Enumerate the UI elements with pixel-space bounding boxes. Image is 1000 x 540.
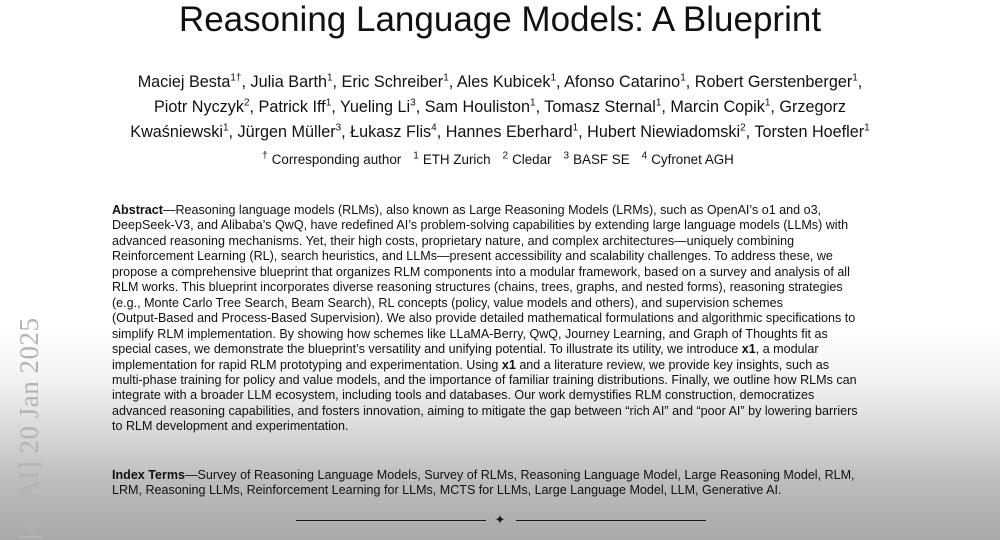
abstract-bold-term: x1 bbox=[741, 342, 756, 357]
author-affil-mark: 3 bbox=[410, 97, 416, 109]
author-name: Jürgen Müller bbox=[237, 123, 336, 141]
abstract bbox=[112, 203, 892, 435]
abstract-text: DeepSeek-V3, and Alibaba’s QwQ, have redefined AI’s problem-solving capabilities by extending large language models (LLMs) with bbox=[112, 218, 849, 233]
author-list bbox=[60, 70, 940, 145]
affiliation-label: Cledar bbox=[512, 152, 552, 167]
abstract-heading: Abstract bbox=[112, 203, 163, 217]
author-separator: , bbox=[228, 123, 238, 141]
author-separator: , bbox=[249, 98, 259, 116]
affiliation-item bbox=[503, 152, 556, 167]
author-separator: , bbox=[745, 123, 755, 141]
index-terms bbox=[112, 468, 892, 499]
abstract-line bbox=[112, 373, 892, 388]
abstract-text: implementation for rapid RLM prototyping and experimentation. Using bbox=[112, 357, 502, 372]
author-affil-mark: 1 bbox=[764, 97, 771, 109]
affiliations bbox=[0, 151, 1000, 169]
author-name: Eric Schreiber bbox=[341, 73, 444, 91]
author-name: Patrick Iff bbox=[258, 98, 326, 116]
affiliation-label: Corresponding author bbox=[271, 152, 402, 167]
abstract-line bbox=[112, 218, 892, 233]
author-name: Afonso Catarino bbox=[564, 73, 681, 91]
divider-rule-right bbox=[516, 520, 706, 521]
abstract-text: , a modular bbox=[755, 342, 819, 357]
affiliation-label: Cyfronet AGH bbox=[651, 152, 734, 167]
author-separator: , bbox=[332, 73, 342, 91]
abstract-text: (Output-Based and Process-Based Supervision). We also provide detailed mathematical formulations and algorithmic specifications to bbox=[112, 311, 856, 326]
author-affil-mark: 1 bbox=[222, 122, 229, 134]
author-name: Łukasz Flis bbox=[350, 123, 432, 141]
abstract-text: special cases, we demonstrate the blueprint’s versatility and unifying potential. To illustrate its utility, we introduce bbox=[112, 342, 742, 357]
abstract-line bbox=[112, 280, 892, 295]
author-line bbox=[60, 95, 940, 120]
author-separator: , bbox=[770, 98, 780, 116]
index-terms-line bbox=[112, 468, 892, 483]
author-separator: , bbox=[241, 73, 251, 91]
abstract-text: advanced reasoning capabilities, and fosters innovation, aiming to mitigate the gap between “rich AI” and “poor AI” by lowering barriers bbox=[112, 403, 858, 418]
author-affil-mark: 2 bbox=[740, 122, 746, 134]
author-affil-mark: 1 bbox=[326, 72, 333, 84]
abstract-text: —Reasoning language models (RLMs), also known as Large Reasoning Models (LRMs), such as OpenAI’s o1 and o3, bbox=[162, 203, 822, 217]
abstract-line bbox=[112, 296, 892, 311]
abstract-text: RLM works. This blueprint incorporates diverse reasoning structures (chains, trees, graphs, and nested forms), reasoning strategies bbox=[112, 280, 843, 295]
author-name: Kwaśniewski bbox=[130, 123, 223, 141]
affiliation-mark: 1 bbox=[413, 150, 419, 162]
affiliation-item bbox=[564, 152, 634, 167]
abstract-text: and a literature review, we provide key insights, such as bbox=[515, 357, 829, 372]
affiliation-mark: 3 bbox=[563, 150, 570, 162]
author-separator: , bbox=[436, 123, 446, 141]
affiliation-item bbox=[262, 152, 405, 167]
abstract-line bbox=[112, 265, 892, 280]
divider-rule-left bbox=[296, 520, 486, 521]
affiliation-item bbox=[642, 152, 738, 167]
author-affil-mark: 1 bbox=[530, 97, 536, 109]
author-separator: , bbox=[857, 73, 863, 91]
affiliation-item bbox=[413, 152, 494, 167]
index-terms-heading: Index Terms bbox=[112, 468, 185, 482]
abstract-line bbox=[112, 311, 892, 326]
index-terms-text: —Survey of Reasoning Language Models, Survey of RLMs, Reasoning Language Model, Large Reasoning Model, RLM, bbox=[184, 468, 855, 482]
author-affil-mark: 1† bbox=[230, 72, 242, 84]
section-divider bbox=[296, 514, 706, 526]
index-terms-text: LRM, Reasoning LLMs, Reinforcement Learning for LLMs, MCTS for LLMs, Large Language Model, LLM, Generative AI. bbox=[112, 483, 782, 498]
abstract-line bbox=[112, 388, 892, 403]
abstract-text: multi-phase training for policy and value models, and the importance of familiar training distributions. Finally, we outline how RLMs can bbox=[112, 372, 857, 387]
author-name: Robert Gerstenberger bbox=[694, 73, 853, 91]
author-name: Ales Kubicek bbox=[456, 73, 551, 91]
author-name: Tomasz Sternal bbox=[544, 98, 656, 116]
author-separator: , bbox=[415, 98, 425, 116]
author-affil-mark: 1 bbox=[864, 122, 870, 134]
arxiv-side-stamp: [cs.AI] 20 Jan 2025 bbox=[14, 317, 44, 540]
author-affil-mark: 1 bbox=[572, 122, 579, 134]
abstract-text: (e.g., Monte Carlo Tree Search, Beam Search), RL concepts (policy, value models and others), and supervision schemes bbox=[112, 295, 783, 310]
abstract-line bbox=[112, 404, 892, 419]
abstract-text: propose a comprehensive blueprint that organizes RLM components into a modular framework, based on a survey and analysis of all bbox=[112, 264, 850, 279]
author-separator: , bbox=[331, 98, 340, 116]
author-affil-mark: 1 bbox=[550, 72, 556, 84]
affiliation-label: ETH Zurich bbox=[422, 152, 491, 167]
affiliation-mark: 4 bbox=[641, 150, 648, 162]
abstract-line bbox=[112, 342, 892, 357]
author-affil-mark: 4 bbox=[431, 122, 437, 134]
author-line bbox=[60, 70, 940, 95]
abstract-line bbox=[112, 249, 892, 264]
author-name: Torsten Hoefler bbox=[754, 123, 865, 141]
abstract-text: integrate with a broader LLM ecosystem, including tools and databases. Our work demystifies RLM construction, democratizes bbox=[112, 388, 815, 403]
author-name: Maciej Besta bbox=[137, 73, 231, 91]
author-affil-mark: 1 bbox=[325, 97, 332, 109]
abstract-text: advanced reasoning mechanisms. Yet, their high costs, proprietary nature, and complex architectures—uniquely combining bbox=[112, 233, 795, 248]
author-name: Hubert Niewiadomski bbox=[587, 123, 741, 141]
divider-ornament-icon: ✦ bbox=[494, 512, 506, 527]
author-separator: , bbox=[556, 73, 565, 91]
author-affil-mark: 1 bbox=[443, 72, 449, 84]
author-separator: , bbox=[661, 98, 671, 116]
author-name: Grzegorz bbox=[779, 98, 846, 116]
index-terms-line bbox=[112, 483, 892, 498]
paper-title: Reasoning Language Models: A Blueprint bbox=[178, 0, 822, 39]
author-separator: , bbox=[535, 98, 545, 116]
author-name: Yueling Li bbox=[339, 98, 411, 116]
author-affil-mark: 1 bbox=[852, 72, 858, 84]
author-name: Marcin Copik bbox=[670, 98, 765, 116]
author-separator: , bbox=[685, 73, 695, 91]
author-affil-mark: 3 bbox=[335, 122, 342, 134]
author-name: Sam Houliston bbox=[424, 98, 530, 116]
author-name: Hannes Eberhard bbox=[445, 123, 573, 141]
author-name: Julia Barth bbox=[250, 73, 327, 91]
abstract-text: simplify RLM implementation. By showing how schemes like LLaMA-Berry, QwQ, Journey Learning, and Graph of Thoughts fit as bbox=[112, 326, 828, 341]
abstract-bold-term: x1 bbox=[501, 357, 516, 372]
abstract-line bbox=[112, 419, 892, 434]
abstract-line bbox=[112, 203, 892, 218]
abstract-line bbox=[112, 358, 892, 373]
author-separator: , bbox=[578, 123, 588, 141]
affiliation-mark: 2 bbox=[502, 150, 509, 162]
author-affil-mark: 1 bbox=[680, 72, 686, 84]
abstract-text: to RLM development and experimentation. bbox=[112, 419, 349, 434]
author-affil-mark: 2 bbox=[243, 97, 250, 109]
author-affil-mark: 1 bbox=[655, 97, 662, 109]
author-separator: , bbox=[448, 73, 457, 91]
author-separator: , bbox=[341, 123, 351, 141]
affiliation-mark: † bbox=[262, 150, 268, 162]
affiliation-label: BASF SE bbox=[573, 152, 630, 167]
abstract-line bbox=[112, 327, 892, 342]
author-name: Piotr Nyczyk bbox=[154, 98, 244, 116]
abstract-text: Reinforcement Learning (RL), search heuristics, and LLMs—present accessibility and scalability challenges. To address these, we bbox=[112, 249, 833, 264]
abstract-line bbox=[112, 234, 892, 249]
author-line bbox=[60, 120, 940, 145]
